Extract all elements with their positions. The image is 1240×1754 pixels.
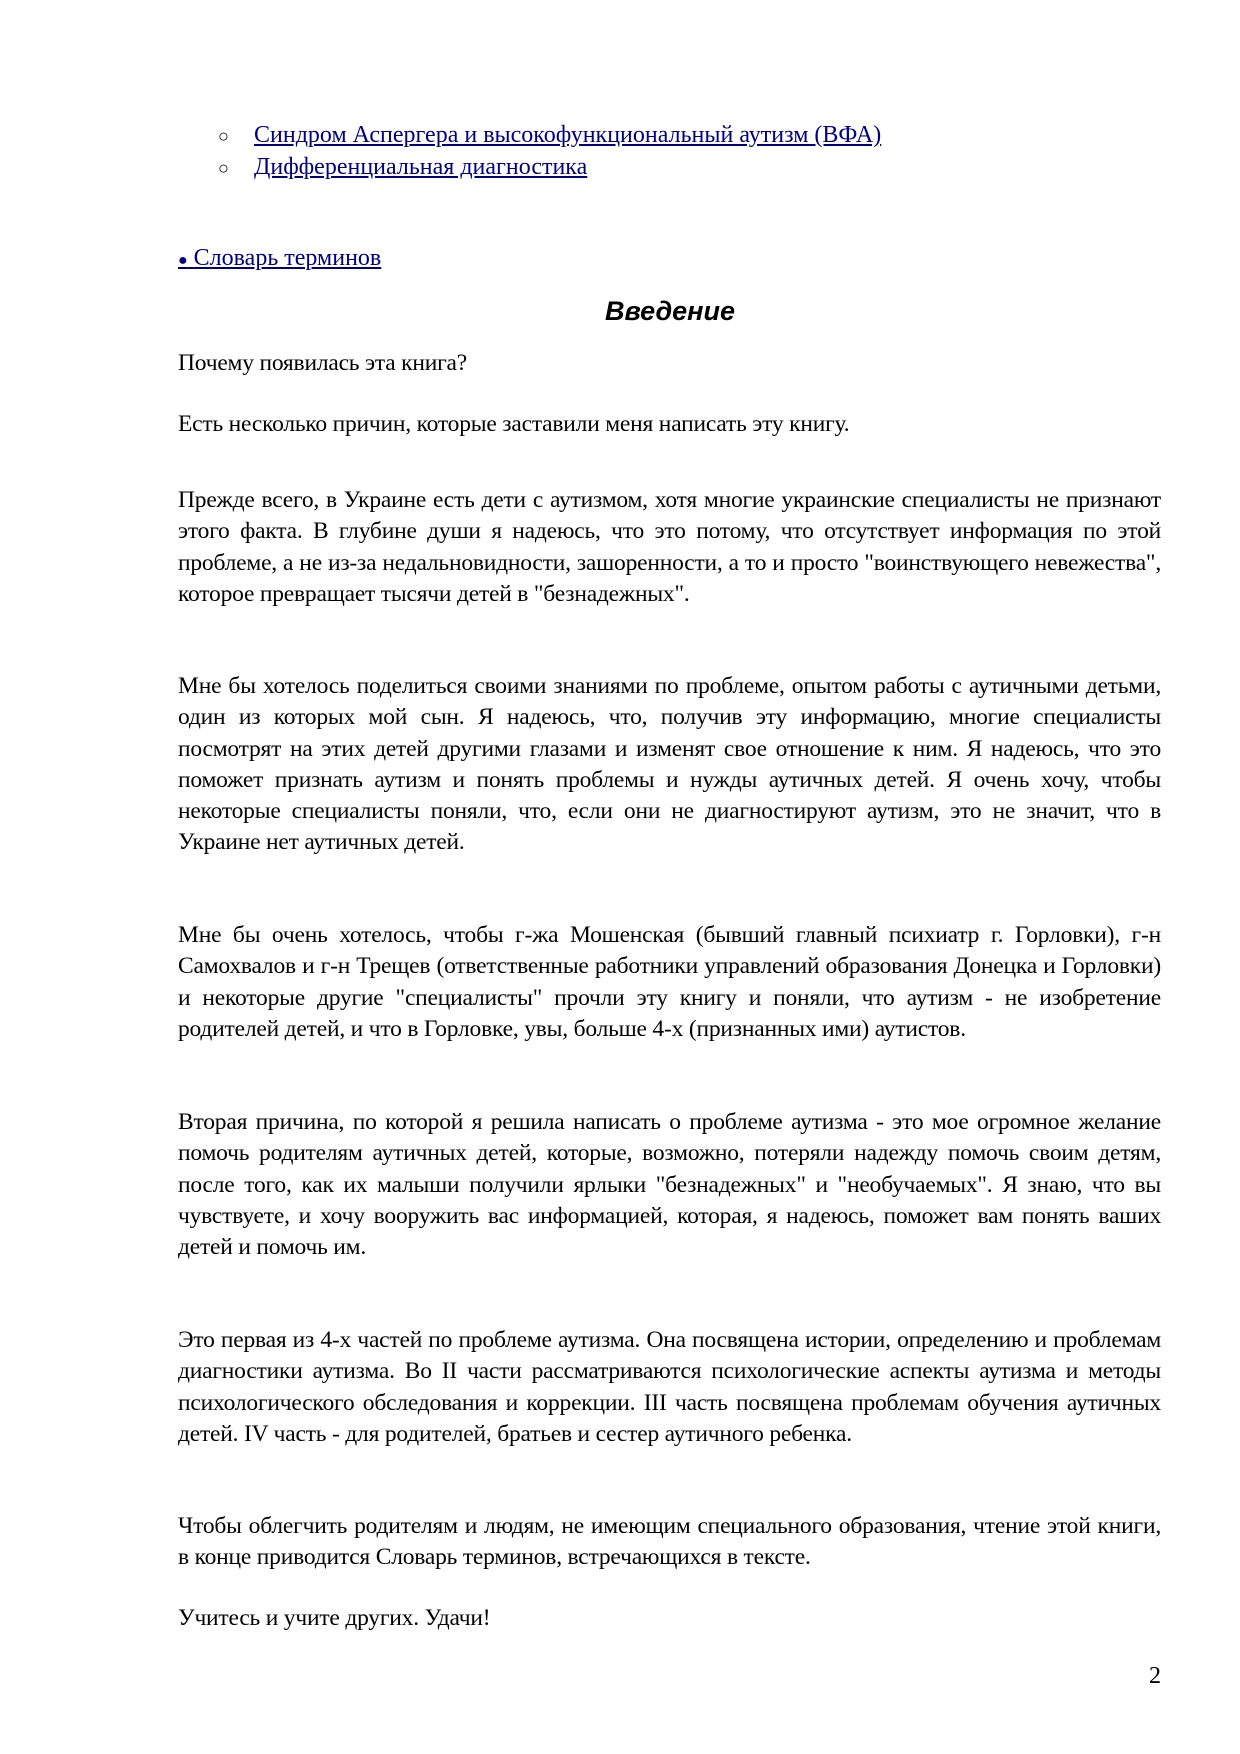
toc-link-asperger[interactable]: Синдром Аспергера и высокофункциональный аутизм (ВФА) [254,122,882,148]
paragraph-first-reason: Прежде всего, в Украине есть дети с аутизмом, хотя многие украинские специалисты не признают этого факта. В глубине души я надеюсь, что это потому, что отсутствует информация по этой проблеме, а не из-за недальновидности, зашоренности, а то и просто "воинствующего невежества", которое превращает тысячи детей в "безнадежных". [178,487,1161,607]
paragraph-glossary-note: Чтобы облегчить родителям и людям, не имеющим специального образования, чтение этой книги, в конце приводится Словарь терминов, встречающихся в тексте. [178,1513,1161,1571]
toc-link-differential-diagnosis[interactable]: Дифференциальная диагностика [254,154,588,180]
hollow-bullet-icon: ○ [218,126,229,146]
paragraph-specialists: Мне бы очень хотелось, чтобы г-жа Мошенская (бывший главный психиатр г. Горловки), г-н Самохвалов и г-н Трещев (ответственные работники управлений образования Донецка и Горловки) и некоторые другие "специалисты" прочли эту книгу и поняли, что аутизм - не изобретение родителей детей, и что в Горловке, увы, больше 4-х (признанных ими) аутистов. [178,922,1161,1042]
section-title: Введение [604,296,735,326]
paragraph-closing: Учитесь и учите других. Удачи! [178,1605,491,1631]
toc-link-glossary[interactable] [178,243,381,276]
page-number: 2 [1149,1663,1161,1689]
paragraph-book-parts: Это первая из 4-х частей по проблеме аутизма. Она посвящена истории, определению и проблемам диагностики аутизма. Во II части рассматриваются психологические аспекты аутизма и методы психологического обследования и коррекции. III часть посвящена проблемам обучения аутичных детей. IV часть - для родителей, братьев и сестер аутичного ребенка. [178,1327,1161,1447]
paragraph-second-reason: Вторая причина, по которой я решила написать о проблеме аутизма - это мое огромное желание помочь родителям аутичных детей, которые, возможно, потеряли надежду помочь своим детям, после того, как их малыши получили ярлыки "безнадежных" и "необучаемых". Я знаю, что вы чувствуете, и хочу вооружить вас информацией, которая, я надеюсь, поможет вам понять ваших детей и помочь им. [178,1109,1161,1261]
hollow-bullet-icon: ○ [218,158,229,178]
paragraph-sharing-knowledge: Мне бы хотелось поделиться своими знаниями по проблеме, опытом работы с аутичными детьми, один из которых мой сын. Я надеюсь, что, получив эту информацию, многие специалисты посмотрят на этих детей другими глазами и изменят свое отношение к ним. Я надеюсь, что это поможет признать аутизм и понять проблемы и нужды аутичных детей. Я очень хочу, чтобы некоторые специалисты поняли, что, если они не диагностируют аутизм, это не значит, что в Украине нет аутичных детей. [178,673,1161,856]
bullet-icon: ● [178,252,188,269]
paragraph-reasons-intro: Есть несколько причин, которые заставили меня написать эту книгу. [178,411,850,437]
paragraph-question: Почему появилась эта книга? [178,350,468,376]
toc-link-glossary-label: Словарь терминов [193,245,382,271]
